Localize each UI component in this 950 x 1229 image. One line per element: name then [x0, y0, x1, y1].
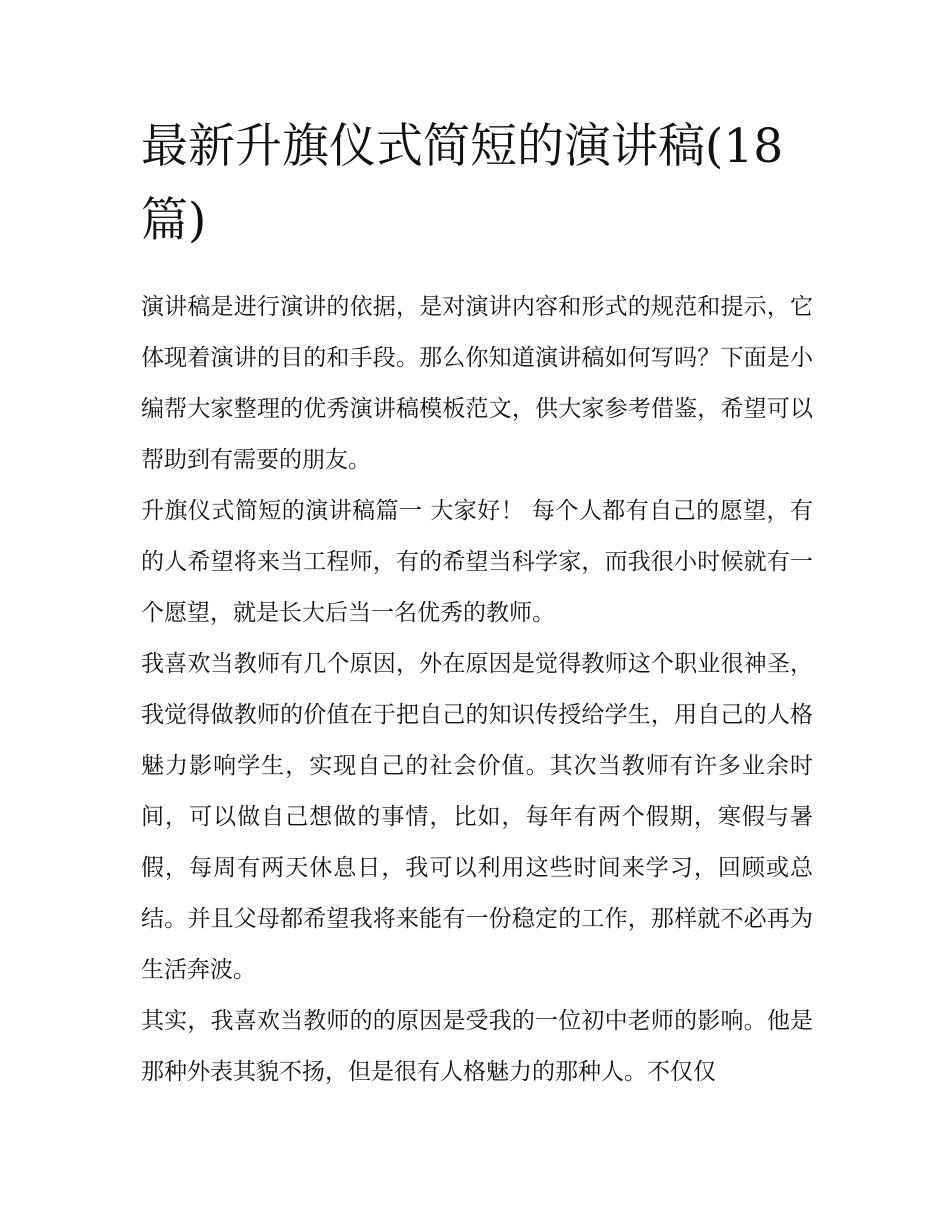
paragraph-teacher-influence: 其实，我喜欢当教师的的原因是受我的一位初中老师的影响。他是那种外表其貌不扬，但是很有人格魅力的那种人。不仅仅 [141, 1008, 813, 1085]
document-page [141, 110, 813, 1098]
document-title: 最新升旗仪式简短的演讲稿(18篇) [141, 119, 784, 248]
paragraph-reasons: 我喜欢当教师有几个原因，外在原因是觉得教师这个职业很神圣，我觉得做教师的价值在于把自己的知识传授给学生，用自己的人格魅力影响学生，实现自己的社会价值。其次当教师有许多业余时间，可以做自己想做的事情，比如，每年有两个假期，寒假与暑假，每周有两天休息日，我可以利用这些时间来学习，回顾或总结。并且父母都希望我将来能有一份稳定的工作，那样就不必再为生活奔波。 [141, 651, 813, 983]
document-body [141, 282, 813, 1098]
paragraph-speech-opening: 升旗仪式简短的演讲稿篇一 大家好！ 每个人都有自己的愿望，有的人希望将来当工程师，有的希望当科学家，而我很小时候就有一个愿望，就是长大后当一名优秀的教师。 [141, 498, 813, 626]
paragraph-intro: 演讲稿是进行演讲的依据，是对演讲内容和形式的规范和提示，它体现着演讲的目的和手段。那么你知道演讲稿如何写吗？下面是小编帮大家整理的优秀演讲稿模板范文，供大家参考借鉴，希望可以帮助到有需要的朋友。 [141, 294, 813, 473]
